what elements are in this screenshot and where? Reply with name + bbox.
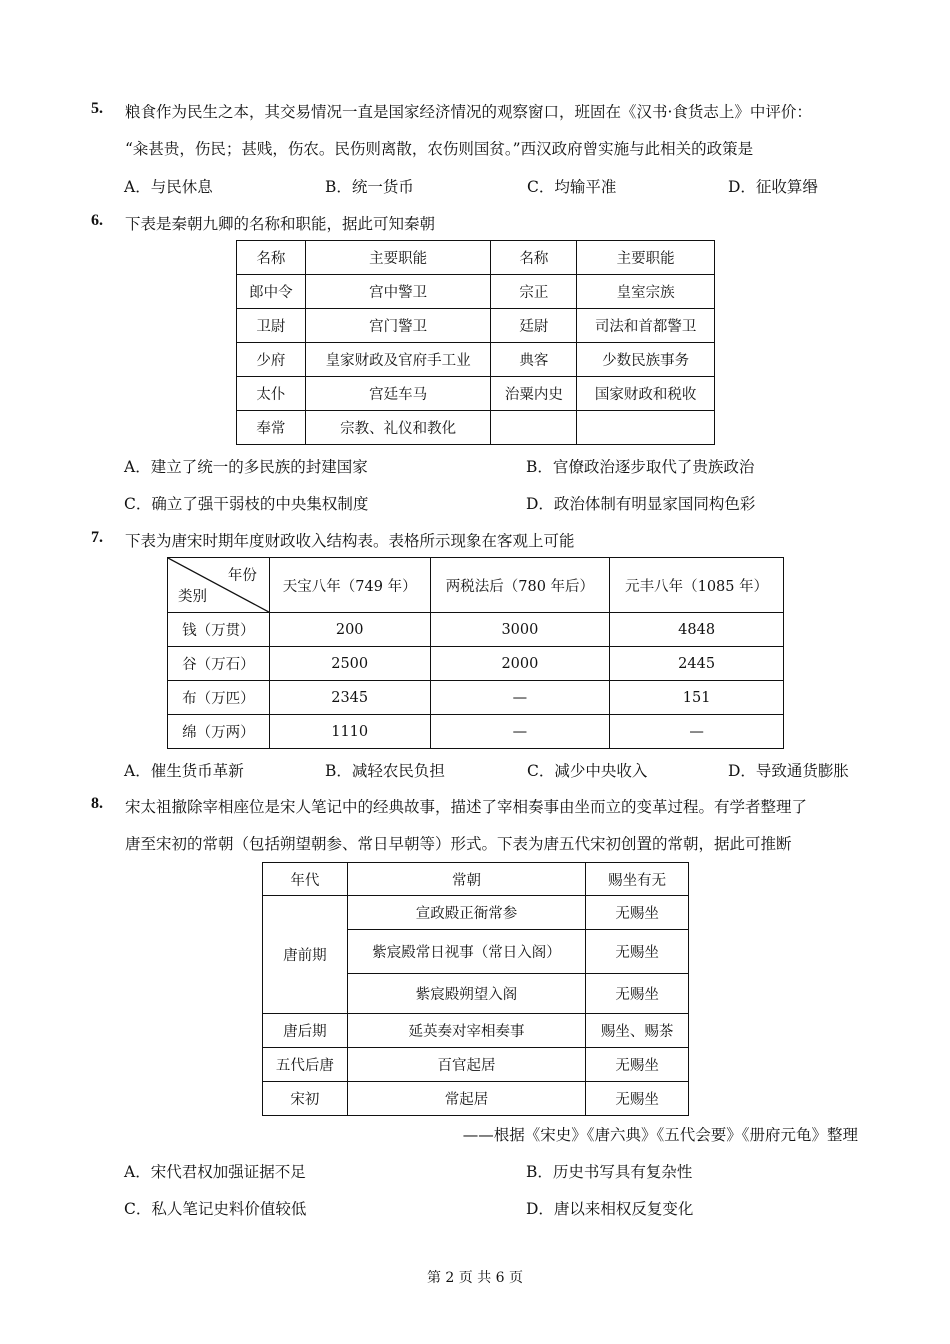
q8-cell: 延英奏对宰相奏事: [347, 1014, 585, 1048]
q8-cell: 常起居: [347, 1082, 585, 1116]
q8-cell: 无赐坐: [586, 974, 689, 1014]
q8-cell: 赐坐、赐茶: [586, 1014, 689, 1048]
q6-cell: 卫尉: [237, 309, 306, 343]
q8-era: 五代后唐: [263, 1048, 348, 1082]
q6-cell: 治粟内史: [491, 377, 577, 411]
q6-cell: 宫门警卫: [305, 309, 491, 343]
page-footer: 第 2 页 共 6 页: [426, 1270, 524, 1286]
q8-table: [262, 862, 689, 1116]
question-5-number: 5.: [91, 100, 103, 117]
q6-cell: 廷尉: [491, 309, 577, 343]
question-8-stem-line2: 唐至宋初的常朝（包括朔望朝参、常日早朝等）形式。下表为唐五代宋初创置的常朝，据此可推断: [125, 835, 792, 853]
q6-option-a[interactable]: A．建立了统一的多民族的封建国家: [124, 458, 368, 476]
q6-cell: 司法和首都警卫: [577, 309, 715, 343]
q8-option-c[interactable]: C．私人笔记史料价值较低: [124, 1200, 307, 1218]
q8-era: 宋初: [263, 1082, 348, 1116]
q6-cell: 皇家财政及官府手工业: [305, 343, 491, 377]
q8-header: 年代: [263, 863, 348, 896]
q7-corner-year-label: 年份: [227, 568, 257, 584]
q8-cell: 无赐坐: [586, 1048, 689, 1082]
q7-option-d[interactable]: D．导致通货膨胀: [728, 762, 849, 780]
q7-row-label: 谷（万石）: [168, 647, 270, 681]
q5-option-d[interactable]: D．征收算缗: [728, 178, 818, 196]
q6-cell: [577, 411, 715, 445]
question-5-stem-line2: “籴甚贵，伤民；甚贱，伤农。民伤则离散，农伤则国贫。”西汉政府曾实施与此相关的政策是: [125, 140, 754, 158]
q7-cell: 2445: [610, 647, 784, 681]
q6-cell: 宗正: [491, 275, 577, 309]
q6-cell: 宗教、礼仪和教化: [305, 411, 491, 445]
q6-cell: 少府: [237, 343, 306, 377]
question-7-stem: 下表为唐宋时期年度财政收入结构表。表格所示现象在客观上可能: [125, 532, 575, 550]
q7-option-b[interactable]: B．减轻农民负担: [325, 762, 445, 780]
q8-option-d[interactable]: D．唐以来相权反复变化: [526, 1200, 694, 1218]
question-8-stem-line1: 宋太祖撤除宰相座位是宋人笔记中的经典故事，描述了宰相奏事由坐而立的变革过程。有学者整理了: [125, 798, 808, 816]
q6-cell: 奉常: [237, 411, 306, 445]
q6-cell: 宫中警卫: [305, 275, 491, 309]
q7-cell: —: [430, 681, 610, 715]
q5-option-b[interactable]: B．统一货币: [325, 178, 414, 196]
q7-row-label: 布（万匹）: [168, 681, 270, 715]
q6-header-name-1: 名称: [237, 241, 306, 275]
question-6-stem: 下表是秦朝九卿的名称和职能，据此可知秦朝: [125, 215, 436, 233]
q7-table: [167, 557, 784, 749]
q6-cell: 少数民族事务: [577, 343, 715, 377]
q5-option-c[interactable]: C．均输平准: [527, 178, 617, 196]
q7-corner-category-label: 类别: [178, 589, 207, 605]
q6-option-d[interactable]: D．政治体制有明显家国同构色彩: [526, 495, 756, 513]
q7-corner-cell: [168, 558, 270, 613]
q6-header-duty-2: 主要职能: [577, 241, 715, 275]
q6-option-c[interactable]: C．确立了强干弱枝的中央集权制度: [124, 495, 369, 513]
q8-header: 常朝: [347, 863, 585, 896]
q7-header: 天宝八年（749 年）: [269, 558, 430, 613]
q8-cell: 无赐坐: [586, 930, 689, 974]
q8-header: 赐坐有无: [586, 863, 689, 896]
q6-cell: 郎中令: [237, 275, 306, 309]
q7-header: 两税法后（780 年后）: [430, 558, 610, 613]
q8-cell: 宣政殿正衙常参: [347, 896, 585, 930]
q7-header: 元丰八年（1085 年）: [610, 558, 784, 613]
q8-option-a[interactable]: A．宋代君权加强证据不足: [124, 1163, 306, 1181]
q8-source-note: ——根据《宋史》《唐六典》《五代会要》《册府元龟》整理: [462, 1126, 858, 1144]
q7-cell: 2500: [269, 647, 430, 681]
q8-cell: 紫宸殿朔望入阁: [347, 974, 585, 1014]
q7-cell: 200: [269, 613, 430, 647]
q6-cell: 典客: [491, 343, 577, 377]
q7-row-label: 钱（万贯）: [168, 613, 270, 647]
q7-cell: 4848: [610, 613, 784, 647]
question-8-number: 8.: [91, 795, 103, 812]
q7-cell: 3000: [430, 613, 610, 647]
q7-cell: —: [610, 715, 784, 749]
q6-cell: 国家财政和税收: [577, 377, 715, 411]
q8-cell: 无赐坐: [586, 1082, 689, 1116]
q5-option-a[interactable]: A．与民休息: [124, 178, 213, 196]
question-7-number: 7.: [91, 529, 103, 546]
q7-cell: 1110: [269, 715, 430, 749]
q7-cell: 2000: [430, 647, 610, 681]
q7-cell: —: [430, 715, 610, 749]
q7-cell: 151: [610, 681, 784, 715]
question-6-number: 6.: [91, 212, 103, 229]
q6-option-b[interactable]: B．官僚政治逐步取代了贵族政治: [526, 458, 755, 476]
q7-option-c[interactable]: C．减少中央收入: [527, 762, 648, 780]
q8-cell: 百官起居: [347, 1048, 585, 1082]
q8-cell: 紫宸殿常日视事（常日入阁）: [347, 930, 585, 974]
q6-cell: 皇室宗族: [577, 275, 715, 309]
q6-cell: [491, 411, 577, 445]
q6-header-name-2: 名称: [491, 241, 577, 275]
q6-header-duty-1: 主要职能: [305, 241, 491, 275]
q8-cell: 无赐坐: [586, 896, 689, 930]
q6-table: [236, 240, 715, 445]
q8-era-tang-early: 唐前期: [263, 896, 348, 1014]
question-5-stem-line1: 粮食作为民生之本，其交易情况一直是国家经济情况的观察窗口，班固在《汉书·食货志上》中评价：: [125, 103, 812, 121]
q8-option-b[interactable]: B．历史书写具有复杂性: [526, 1163, 693, 1181]
q6-cell: 宫廷车马: [305, 377, 491, 411]
q6-cell: 太仆: [237, 377, 306, 411]
q7-row-label: 绵（万两）: [168, 715, 270, 749]
q8-era: 唐后期: [263, 1014, 348, 1048]
q7-option-a[interactable]: A．催生货币革新: [124, 762, 244, 780]
q7-cell: 2345: [269, 681, 430, 715]
